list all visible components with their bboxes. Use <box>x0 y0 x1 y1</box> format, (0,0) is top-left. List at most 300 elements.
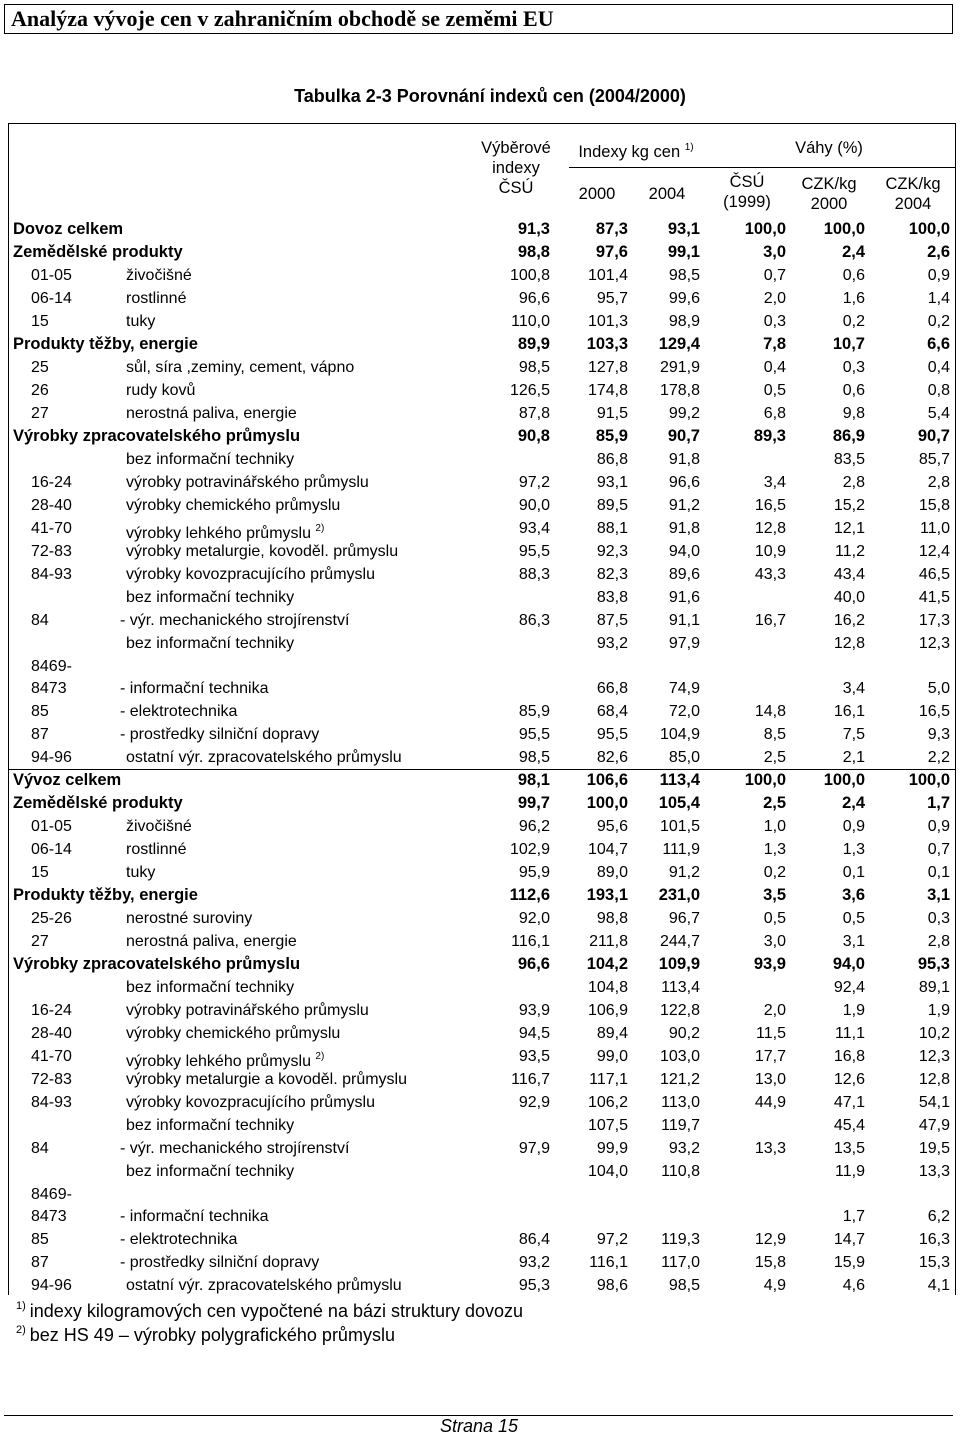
row-label-text: výrobky lehkého průmyslu <box>126 525 311 542</box>
row-value: 3,0 <box>763 933 786 950</box>
row-value: 2,6 <box>927 243 950 261</box>
row-label-text: bez informační techniky <box>126 1163 295 1180</box>
row-value: 93,1 <box>667 220 700 238</box>
row-value: 95,5 <box>518 543 550 560</box>
table-row <box>9 815 955 838</box>
row-value: 13,3 <box>918 1163 950 1180</box>
row-label <box>126 838 186 861</box>
row-value: 211,8 <box>589 933 628 950</box>
row-value: 91,1 <box>668 612 700 629</box>
row-label <box>126 402 297 425</box>
row-value: 0,5 <box>763 910 786 927</box>
row-value: 127,8 <box>587 359 628 376</box>
row-value: 47,9 <box>918 1117 950 1134</box>
header-year-2000: 2000 <box>578 185 616 203</box>
row-value: 93,2 <box>518 1254 550 1271</box>
row-value: 0,9 <box>927 818 950 835</box>
row-label-text: - elektrotechnika <box>120 1231 238 1248</box>
table-row <box>9 792 955 815</box>
footnote-1-text: indexy kilogramových cen vypočtené na bázi struktury dovozu <box>29 1301 524 1321</box>
row-label <box>126 907 252 930</box>
header-czk-2000 <box>787 174 871 214</box>
row-label <box>126 1114 294 1137</box>
row-value: 11,2 <box>835 543 865 560</box>
row-value: 92,0 <box>518 910 550 927</box>
row-value: 9,8 <box>842 405 865 422</box>
header-kg-label: Indexy kg cen <box>578 143 681 161</box>
header-czk1-label: CZK/kg <box>801 175 857 193</box>
row-value: 89,5 <box>596 497 628 514</box>
row-label <box>126 471 369 494</box>
row-value: 119,7 <box>661 1117 700 1134</box>
row-value: 16,1 <box>833 703 865 720</box>
row-value: 119,3 <box>661 1231 700 1248</box>
row-value: 85,9 <box>595 427 628 445</box>
header-rule <box>569 167 955 168</box>
row-value: 100,0 <box>823 771 865 789</box>
row-label-text: Produkty těžby, energie <box>13 335 198 353</box>
row-value: 6,8 <box>763 405 786 422</box>
row-value: 88,1 <box>596 520 628 537</box>
row-code: 84-93 <box>31 566 72 583</box>
header-weights: Váhy (%) <box>795 139 863 157</box>
row-value: 0,8 <box>927 382 950 399</box>
table-row <box>9 494 955 517</box>
row-value: 0,2 <box>763 864 786 881</box>
row-value: 1,0 <box>763 818 786 835</box>
row-value: 0,5 <box>763 382 786 399</box>
row-value: 91,5 <box>596 405 628 422</box>
row-label-text: výrobky chemického průmyslu <box>126 1025 341 1042</box>
row-value: 0,2 <box>842 313 865 330</box>
row-value: 43,4 <box>833 566 865 583</box>
row-value: 90,0 <box>518 497 550 514</box>
row-value: 174,8 <box>587 382 628 399</box>
row-value: 86,4 <box>518 1231 550 1248</box>
row-value: 17,3 <box>918 612 950 629</box>
row-label-text: nerostná paliva, energie <box>126 405 297 422</box>
row-label <box>126 563 375 586</box>
row-value: 96,6 <box>517 955 550 973</box>
row-code: 25-26 <box>31 910 72 927</box>
row-value: 93,9 <box>518 1002 550 1019</box>
row-value: 103,0 <box>659 1048 700 1065</box>
row-label <box>120 1228 237 1251</box>
footnote-1 <box>16 1295 523 1322</box>
row-value: 0,5 <box>842 910 865 927</box>
row-value: 15,9 <box>833 1254 865 1271</box>
row-value: 98,8 <box>517 243 550 261</box>
header-kg-note: 1) <box>684 142 694 153</box>
table-row <box>9 1068 955 1091</box>
row-value: 12,4 <box>918 543 950 560</box>
row-label-text: výrobky metalurgie a kovoděl. průmyslu <box>126 1071 408 1088</box>
row-value: 1,3 <box>842 841 865 858</box>
row-value: 98,8 <box>596 910 628 927</box>
row-label <box>120 723 319 746</box>
row-label-text: výrobky potravinářského průmyslu <box>126 1002 369 1019</box>
header-czk2-year: 2004 <box>894 195 932 213</box>
table-row <box>9 1114 955 1137</box>
row-label <box>13 884 198 907</box>
table-row <box>9 1228 955 1251</box>
table-row <box>9 402 955 425</box>
row-value: 14,7 <box>833 1231 865 1248</box>
row-code: 15 <box>31 864 49 881</box>
table-row <box>9 609 955 632</box>
table-row <box>9 999 955 1022</box>
row-label-text: nerostná paliva, energie <box>126 933 297 950</box>
row-code: 41-70 <box>31 520 72 537</box>
row-value: 100,0 <box>908 771 950 789</box>
row-value: 116,7 <box>511 1071 550 1088</box>
row-value: 0,6 <box>842 382 865 399</box>
row-label-text: - výr. mechanického strojírenství <box>120 612 350 629</box>
table-row <box>9 1160 955 1183</box>
row-label <box>126 1274 402 1297</box>
row-label-text: rudy kovů <box>126 382 196 399</box>
row-value: 95,5 <box>518 726 550 743</box>
row-value: 0,7 <box>927 841 950 858</box>
row-value: 101,5 <box>659 818 700 835</box>
table-row <box>9 746 955 769</box>
table-row <box>9 1022 955 1045</box>
row-value: 116,1 <box>511 933 550 950</box>
row-value: 244,7 <box>659 933 700 950</box>
row-code: 16-24 <box>31 1002 72 1019</box>
table-row <box>9 540 955 563</box>
row-value: 100,0 <box>586 794 628 812</box>
row-label <box>126 264 192 287</box>
row-value: 91,8 <box>668 520 700 537</box>
row-value: 8,5 <box>763 726 786 743</box>
row-label-text: ostatní výr. zpracovatelského průmyslu <box>126 749 402 766</box>
row-value: 12,6 <box>833 1071 865 1088</box>
row-value: 95,3 <box>518 1277 550 1294</box>
row-value: 9,3 <box>927 726 950 743</box>
row-value: 16,5 <box>918 703 950 720</box>
row-value: 94,0 <box>668 543 700 560</box>
row-value: 1,4 <box>927 290 950 307</box>
table-row <box>9 1137 955 1160</box>
table-row <box>9 700 955 723</box>
row-value: 68,4 <box>596 703 628 720</box>
row-value: 0,4 <box>763 359 786 376</box>
row-value: 82,6 <box>596 749 628 766</box>
header-czk1-year: 2000 <box>810 195 848 213</box>
row-value: 7,8 <box>763 335 786 353</box>
row-value: 54,1 <box>918 1094 950 1111</box>
row-value: 0,1 <box>927 864 950 881</box>
row-code-prefix: 8469- <box>31 658 72 675</box>
row-value: 100,0 <box>908 220 950 238</box>
row-value: 117,0 <box>661 1254 700 1271</box>
row-value: 98,5 <box>668 267 700 284</box>
row-value: 90,2 <box>668 1025 700 1042</box>
table-row <box>9 471 955 494</box>
row-value: 92,3 <box>596 543 628 560</box>
row-value: 98,9 <box>668 313 700 330</box>
header-selected-indices <box>457 138 575 198</box>
row-value: 0,6 <box>842 267 865 284</box>
row-value: 2,2 <box>927 749 950 766</box>
table-row <box>9 310 955 333</box>
row-value: 13,0 <box>754 1071 786 1088</box>
table-row <box>9 563 955 586</box>
row-value: 93,5 <box>518 1048 550 1065</box>
row-label <box>13 425 300 448</box>
row-code: 85 <box>31 1231 49 1248</box>
price-index-table <box>8 123 956 1295</box>
row-label-text: nerostné suroviny <box>126 910 253 927</box>
row-value: 117,1 <box>589 1071 628 1088</box>
header-csu-label: ČSÚ <box>498 179 534 197</box>
row-value: 93,1 <box>596 474 628 491</box>
row-value: 12,3 <box>918 635 950 652</box>
row-value: 1,9 <box>842 1002 865 1019</box>
table-row <box>9 448 955 471</box>
row-value: 16,8 <box>833 1048 865 1065</box>
row-label-text: Výrobky zpracovatelského průmyslu <box>13 955 301 973</box>
row-code: 06-14 <box>31 841 72 858</box>
row-value: 16,7 <box>754 612 786 629</box>
row-code: 94-96 <box>31 749 72 766</box>
row-value: 7,5 <box>842 726 865 743</box>
row-label-text: - informační technika <box>120 1208 269 1225</box>
row-value: 88,3 <box>518 566 550 583</box>
row-value: 97,2 <box>518 474 550 491</box>
header-czk-2004 <box>871 174 955 214</box>
row-value: 83,8 <box>596 589 628 606</box>
row-value: 91,6 <box>668 589 700 606</box>
row-value: 15,3 <box>918 1254 950 1271</box>
row-value: 93,2 <box>596 635 628 652</box>
row-label <box>126 494 340 517</box>
row-label <box>126 1068 407 1091</box>
row-label <box>126 976 294 999</box>
header-kg-indices <box>561 138 711 162</box>
row-value: 89,4 <box>596 1025 628 1042</box>
row-value: 15,8 <box>754 1254 786 1271</box>
row-value: 95,7 <box>596 290 628 307</box>
row-label-text: Zemědělské produkty <box>13 243 183 261</box>
table-row <box>9 930 955 953</box>
row-value: 89,0 <box>596 864 628 881</box>
row-label-text: - elektrotechnika <box>120 703 238 720</box>
row-value: 95,5 <box>596 726 628 743</box>
row-value: 231,0 <box>658 886 700 904</box>
row-value: 46,5 <box>918 566 950 583</box>
row-value: 96,6 <box>668 474 700 491</box>
table-row <box>9 632 955 655</box>
page-number: Strana 15 <box>439 1416 519 1436</box>
row-value: 89,6 <box>668 566 700 583</box>
row-value: 0,3 <box>927 910 950 927</box>
row-label <box>126 448 294 471</box>
table-row <box>9 723 955 746</box>
row-value: 91,3 <box>517 220 550 238</box>
row-value: 17,7 <box>754 1048 786 1065</box>
row-value: 99,1 <box>667 243 700 261</box>
row-label-text: výrobky chemického průmyslu <box>126 497 341 514</box>
row-label <box>126 1160 294 1183</box>
row-value: 2,0 <box>763 1002 786 1019</box>
row-label-text: tuky <box>126 864 156 881</box>
row-code: 01-05 <box>31 267 72 284</box>
row-value: 113,4 <box>659 771 700 789</box>
row-value: 111,9 <box>662 841 700 858</box>
row-value: 110,8 <box>661 1163 700 1180</box>
row-value: 10,9 <box>754 543 786 560</box>
row-code: 87 <box>31 726 49 743</box>
row-label-text: výrobky kovozpracujícího průmyslu <box>126 1094 375 1111</box>
row-value: 16,3 <box>918 1231 950 1248</box>
row-value: 106,2 <box>587 1094 628 1111</box>
table-row <box>9 953 955 976</box>
page-header-title: Analýza vývoje cen v zahraničním obchodě se zeměmi EU <box>4 4 953 34</box>
row-label <box>126 540 398 563</box>
row-value: 15,2 <box>833 497 865 514</box>
table-row <box>9 1183 955 1228</box>
row-label <box>126 861 155 884</box>
row-value: 16,5 <box>754 497 786 514</box>
row-label <box>13 218 123 241</box>
row-value: 11,5 <box>756 1025 786 1042</box>
row-value: 86,3 <box>518 612 550 629</box>
row-code: 27 <box>31 405 49 422</box>
row-value: 193,1 <box>586 886 628 904</box>
row-label-text: bez informační techniky <box>126 451 295 468</box>
row-value: 98,6 <box>596 1277 628 1294</box>
row-code: 01-05 <box>31 818 72 835</box>
row-value: 104,2 <box>586 955 628 973</box>
row-value: 94,5 <box>518 1025 550 1042</box>
row-label <box>126 1022 340 1045</box>
table-row <box>9 1274 955 1297</box>
table-row <box>9 264 955 287</box>
row-value: 102,9 <box>509 841 550 858</box>
row-value: 13,3 <box>754 1140 786 1157</box>
row-value: 101,4 <box>587 267 628 284</box>
row-value: 91,2 <box>668 864 700 881</box>
row-label-text: výrobky metalurgie, kovoděl. průmyslu <box>126 543 399 560</box>
row-value: 1,7 <box>927 794 950 812</box>
row-value: 90,8 <box>517 427 550 445</box>
row-value: 5,0 <box>927 680 950 697</box>
row-value: 19,5 <box>918 1140 950 1157</box>
row-value: 12,9 <box>754 1231 786 1248</box>
row-value: 99,2 <box>668 405 700 422</box>
row-value: 12,3 <box>918 1048 950 1065</box>
row-value: 90,7 <box>667 427 700 445</box>
row-value: 83,5 <box>833 451 865 468</box>
table-row <box>9 907 955 930</box>
row-label <box>126 999 369 1022</box>
row-value: 86,9 <box>832 427 865 445</box>
row-label-text: bez informační techniky <box>126 1117 295 1134</box>
row-label <box>120 609 349 632</box>
row-code: 25 <box>31 359 49 376</box>
row-value: 110,0 <box>511 313 550 330</box>
row-value: 3,6 <box>842 886 865 904</box>
row-code: 72-83 <box>31 543 72 560</box>
row-value: 95,9 <box>518 864 550 881</box>
row-value: 109,9 <box>658 955 700 973</box>
row-value: 2,8 <box>927 474 950 491</box>
header-indexy-label: indexy <box>492 159 540 177</box>
row-value: 2,4 <box>842 794 865 812</box>
row-label <box>13 769 121 792</box>
row-label <box>120 700 237 723</box>
row-value: 99,6 <box>668 290 700 307</box>
row-code: 87 <box>31 1254 49 1271</box>
row-value: 72,0 <box>668 703 700 720</box>
row-value: 3,1 <box>927 886 950 904</box>
row-label-note: 2) <box>315 1051 325 1062</box>
row-value: 116,1 <box>589 1254 628 1271</box>
row-value: 91,8 <box>668 451 700 468</box>
row-code: 84 <box>31 612 49 629</box>
table-caption: Tabulka 2-3 Porovnání indexů cen (2004/2000) <box>294 86 686 106</box>
row-value: 11,0 <box>920 520 950 537</box>
row-label <box>126 815 192 838</box>
row-value: 106,9 <box>587 1002 628 1019</box>
row-value: 1,9 <box>927 1002 950 1019</box>
row-label-text: Dovoz celkem <box>13 220 124 238</box>
row-code: 28-40 <box>31 1025 72 1042</box>
row-value: 104,9 <box>659 726 700 743</box>
row-label <box>126 379 195 402</box>
row-label-text: bez informační techniky <box>126 589 295 606</box>
header-csu-w-label: ČSÚ <box>729 173 765 191</box>
row-code: 84-93 <box>31 1094 72 1111</box>
row-value: 113,0 <box>661 1094 700 1111</box>
row-label <box>126 1091 375 1114</box>
row-value: 96,2 <box>518 818 550 835</box>
row-value: 85,9 <box>518 703 550 720</box>
row-value: 104,8 <box>587 979 628 996</box>
header-selected-label: Výběrové <box>481 139 551 157</box>
table-row <box>9 356 955 379</box>
row-value: 178,8 <box>659 382 700 399</box>
row-label-text: rostlinné <box>126 841 187 858</box>
row-value: 41,5 <box>918 589 950 606</box>
row-code: 27 <box>31 933 49 950</box>
row-label-text: výrobky kovozpracujícího průmyslu <box>126 566 375 583</box>
row-value: 11,9 <box>835 1163 865 1180</box>
footnote-2-mark: 2) <box>16 1324 26 1336</box>
row-value: 96,6 <box>518 290 550 307</box>
table-row <box>9 655 955 700</box>
row-value: 97,2 <box>596 1231 628 1248</box>
row-value: 4,6 <box>842 1277 865 1294</box>
row-value: 94,0 <box>832 955 865 973</box>
row-value: 12,8 <box>754 520 786 537</box>
row-value: 99,7 <box>517 794 550 812</box>
row-value: 291,9 <box>659 359 700 376</box>
footnote-1-mark: 1) <box>16 1300 26 1312</box>
row-value: 43,3 <box>754 566 786 583</box>
row-value: 99,9 <box>596 1140 628 1157</box>
row-value: 3,4 <box>842 680 865 697</box>
row-value: 1,7 <box>842 1208 865 1225</box>
row-value: 93,4 <box>518 520 550 537</box>
row-value: 0,4 <box>927 359 950 376</box>
row-value: 2,5 <box>763 794 786 812</box>
row-label-text: bez informační techniky <box>126 979 295 996</box>
table-row <box>9 1091 955 1114</box>
row-value: 89,3 <box>753 427 786 445</box>
